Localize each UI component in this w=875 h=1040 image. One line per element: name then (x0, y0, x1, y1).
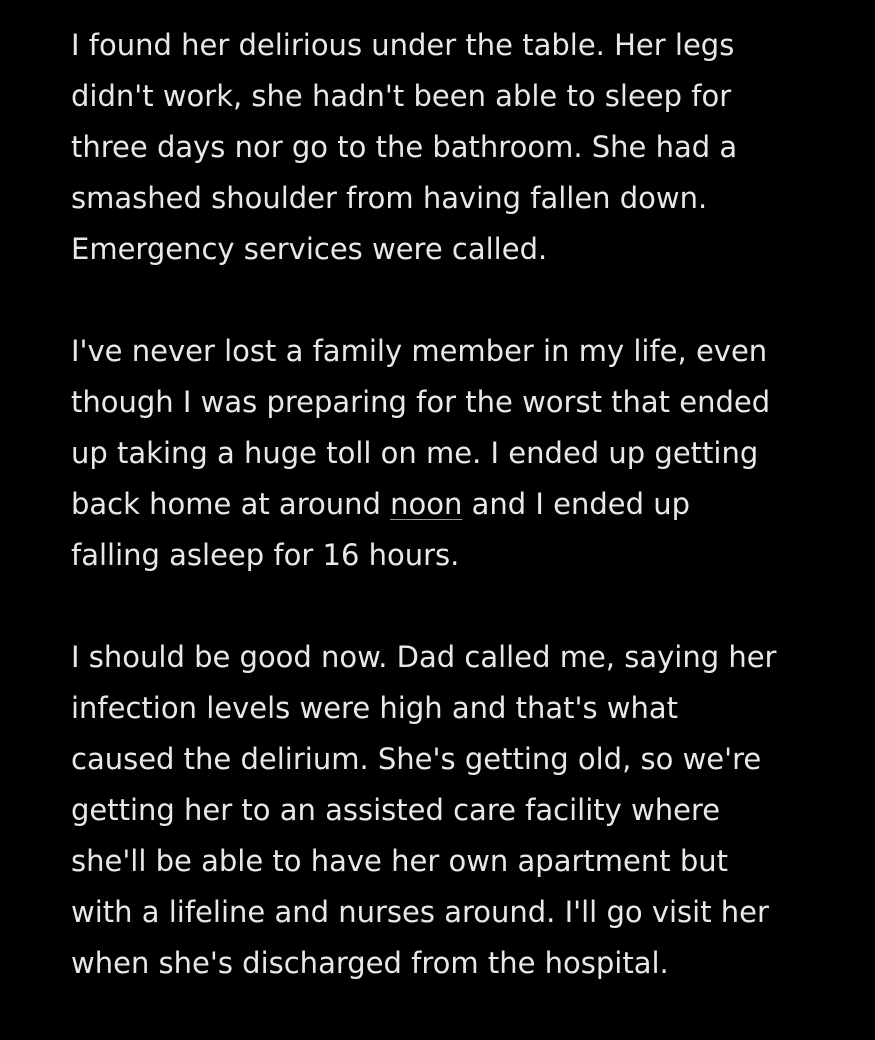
text-line: didn't work, she hadn't been able to sleep for (71, 79, 732, 113)
text-line: smashed shoulder from having fallen down. (71, 181, 708, 215)
text-line: I've never lost a family member in my life, even (71, 334, 768, 368)
paragraph-1 (71, 20, 851, 275)
text-line (71, 479, 851, 530)
text-line: with a lifeline and nurses around. I'll go visit her (71, 895, 769, 929)
text-line: infection levels were high and that's what (71, 691, 679, 725)
text-line: getting her to an assisted care facility where (71, 793, 721, 827)
paragraph-2 (71, 326, 851, 581)
text-line: though I was preparing for the worst that ended (71, 385, 771, 419)
text-line: falling asleep for 16 hours. (71, 538, 460, 572)
text-line: I should be good now. Dad called me, saying her (71, 640, 777, 674)
text-line: caused the delirium. She's getting old, so we're (71, 742, 762, 776)
text-line: up taking a huge toll on me. I ended up getting (71, 436, 759, 470)
text-line: I found her delirious under the table. Her legs (71, 28, 735, 62)
note-body (71, 20, 851, 1040)
text-line: when she's discharged from the hospital. (71, 946, 669, 980)
paragraph-3 (71, 632, 851, 989)
text-segment: and I ended up (462, 487, 691, 521)
text-segment: back home at around (71, 487, 391, 521)
text-line: Emergency services were called. (71, 232, 548, 266)
text-line: she'll be able to have her own apartment but (71, 844, 728, 878)
text-line: three days nor go to the bathroom. She had a (71, 130, 738, 164)
noon-link[interactable]: noon (390, 487, 463, 521)
